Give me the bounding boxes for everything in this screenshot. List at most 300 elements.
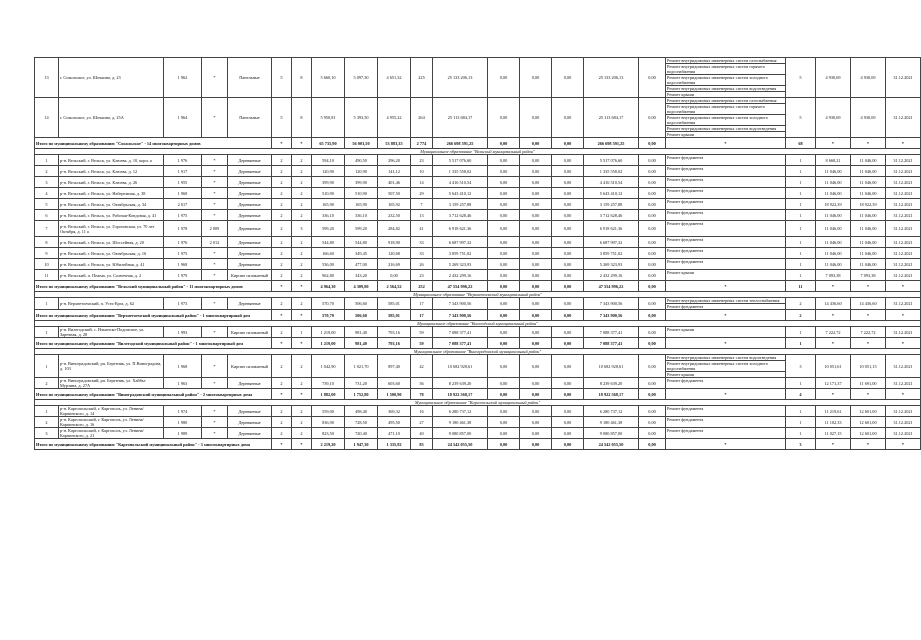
local-funds-cell: 0,00 xyxy=(552,199,584,210)
premises-area-cell: 490,50 xyxy=(345,155,378,166)
local-funds-cell: 0,00 xyxy=(552,98,584,138)
subtotal-work-cell: * xyxy=(666,439,786,450)
subtotal-v1-cell: * xyxy=(272,338,292,349)
subtotal-work-cell: * xyxy=(666,389,786,400)
municipality-heading: Муниципальное образование "Вельский муниципальный район" xyxy=(35,149,921,155)
repair-works-cell xyxy=(666,98,786,138)
total-cost-cell: 6 280 737,12 xyxy=(433,406,488,417)
regional-funds-cell: 0,00 xyxy=(520,237,552,248)
residential-area-cell: 141,12 xyxy=(378,166,411,177)
deadline-cell: 31.12.2021 xyxy=(886,378,921,389)
repair-works-cell xyxy=(666,58,786,98)
other-funds-cell: 0,00 xyxy=(639,155,666,166)
max-unit-cost-cell: 11 046,00 xyxy=(851,188,886,199)
total-area-cell: 510,90 xyxy=(312,188,345,199)
works-count-cell: 1 xyxy=(786,210,816,221)
premises-area-cell: 498,40 xyxy=(345,406,378,417)
reconstruction-year-cell: * xyxy=(202,417,228,428)
works-count-cell: 1 xyxy=(786,378,816,389)
reconstruction-year-cell: * xyxy=(202,259,228,270)
total-area-cell: 823,50 xyxy=(312,428,345,439)
total-area-cell: 1 219,00 xyxy=(312,327,345,338)
unit-cost-cell: 18 922,39 xyxy=(816,199,851,210)
premises-area-cell: 165,90 xyxy=(345,199,378,210)
other-funds-cell: 0,00 xyxy=(639,298,666,310)
wall-material-cell: Деревянные xyxy=(228,259,272,270)
owner-funds-cell: 5 517 076,60 xyxy=(584,155,639,166)
unit-cost-cell: 11 046,00 xyxy=(816,221,851,237)
subtotal-s2-cell: 1 752,80 xyxy=(345,389,378,400)
other-funds-cell: 0,00 xyxy=(639,221,666,237)
subtotal-s2-cell: 506,60 xyxy=(345,310,378,321)
floors-cell: 2 xyxy=(272,199,292,210)
repair-work-item: Ремонт фундамента xyxy=(667,155,704,160)
subtotal-c5-cell: 24 542 055,50 xyxy=(584,439,639,450)
subtotal-c4-cell: 0,00 xyxy=(552,138,584,149)
row-number: 2 xyxy=(35,417,59,428)
works-count-cell: 2 xyxy=(786,298,816,310)
deadline-cell: 31.12.2021 xyxy=(886,428,921,439)
subtotal-c2-cell: 0,00 xyxy=(488,439,520,450)
federal-funds-cell: 0,00 xyxy=(488,406,520,417)
residents-cell: 225 xyxy=(411,58,433,98)
residents-cell: 36 xyxy=(411,378,433,389)
federal-funds-cell: 0,00 xyxy=(488,417,520,428)
deadline-cell: 31.12.2021 xyxy=(886,210,921,221)
total-area-cell: 165,90 xyxy=(312,199,345,210)
row-number: 1 xyxy=(35,355,59,378)
total-area-cell: 336,10 xyxy=(312,210,345,221)
repair-works-cell xyxy=(666,199,786,210)
federal-funds-cell: 0,00 xyxy=(488,188,520,199)
table-row xyxy=(35,155,921,166)
floors-cell: 5 xyxy=(272,58,292,98)
federal-funds-cell: 0,00 xyxy=(488,221,520,237)
works-count-cell: 1 xyxy=(786,221,816,237)
table-body xyxy=(35,58,921,450)
wall-material-cell: Деревянные xyxy=(228,406,272,417)
year-built-cell: 1 978 xyxy=(164,221,202,237)
regional-funds-cell: 0,00 xyxy=(520,355,552,378)
other-funds-cell: 0,00 xyxy=(639,428,666,439)
regional-funds-cell: 0,00 xyxy=(520,428,552,439)
works-count-cell: 5 xyxy=(786,98,816,138)
subtotal-res-cell: 78 xyxy=(411,389,433,400)
federal-funds-cell: 0,00 xyxy=(488,210,520,221)
reconstruction-year-cell: 2 009 xyxy=(202,221,228,237)
subtotal-c5-cell: 47 554 996,22 xyxy=(584,281,639,292)
total-area-cell: 536,00 xyxy=(312,259,345,270)
other-funds-cell: 0,00 xyxy=(639,417,666,428)
total-cost-cell: 5 517 076,60 xyxy=(433,155,488,166)
floors-cell: 5 xyxy=(272,98,292,138)
floors-cell: 2 xyxy=(272,221,292,237)
wall-material-cell: Деревянные xyxy=(228,188,272,199)
total-area-cell: 5 660,10 xyxy=(312,58,345,98)
subtotal-label: Итого по муниципальному образованию "Верхнетоемский муниципальный район" - 1 многоквартирный дом xyxy=(35,310,272,321)
entrances-cell: 2 xyxy=(292,298,312,310)
federal-funds-cell: 0,00 xyxy=(488,378,520,389)
works-count-cell: 1 xyxy=(786,166,816,177)
repair-works-cell xyxy=(666,270,786,281)
row-number: 2 xyxy=(35,378,59,389)
floors-cell: 2 xyxy=(272,298,292,310)
wall-material-cell: Деревянные xyxy=(228,378,272,389)
subtotal-v1-cell: * xyxy=(272,439,292,450)
row-number: 13 xyxy=(35,58,59,98)
owner-funds-cell: 5 269 323,93 xyxy=(584,259,639,270)
works-count-cell: 3 xyxy=(786,355,816,378)
floors-cell: 2 xyxy=(272,378,292,389)
repair-work-item: Ремонт крыши xyxy=(667,132,695,137)
row-number: 1 xyxy=(35,406,59,417)
table-row xyxy=(35,270,921,281)
federal-funds-cell: 0,00 xyxy=(488,270,520,281)
repair-work-item: Ремонт фундамента xyxy=(667,428,704,433)
table-row xyxy=(35,327,921,338)
wall-material-cell: Деревянные xyxy=(228,298,272,310)
residential-area-cell: 296,20 xyxy=(378,155,411,166)
subtotal-s3-cell: 2 564,52 xyxy=(378,281,411,292)
deadline-cell: 31.12.2021 xyxy=(886,58,921,98)
subtotal-res-cell: 252 xyxy=(411,281,433,292)
row-number: 9 xyxy=(35,248,59,259)
residents-cell: 23 xyxy=(411,155,433,166)
owner-funds-cell: 25 113 684,17 xyxy=(584,98,639,138)
repair-work-item: Ремонт фундамента xyxy=(667,378,704,383)
owner-funds-cell: 9 080 857,00 xyxy=(584,428,639,439)
residential-area-cell: 120,68 xyxy=(378,248,411,259)
local-funds-cell: 0,00 xyxy=(552,327,584,338)
residents-cell: 26 xyxy=(411,259,433,270)
wall-material-cell: Деревянные xyxy=(228,417,272,428)
premises-area-cell: 720,40 xyxy=(345,428,378,439)
address-cell: р-н. Каргопольский, г. Каргополь, ул. Ленина/Карпинского, д. 21 xyxy=(59,428,164,439)
subtotal-c1-cell: 7 088 377,41 xyxy=(433,338,488,349)
subtotal-p2-cell: * xyxy=(851,338,886,349)
residential-area-cell: 401,46 xyxy=(378,177,411,188)
floors-cell: 2 xyxy=(272,327,292,338)
row-number: 1 xyxy=(35,155,59,166)
repair-work-item: Ремонт фундамента xyxy=(667,210,704,215)
owner-funds-cell: 5 643 410,12 xyxy=(584,188,639,199)
max-unit-cost-cell: 4 930,69 xyxy=(851,58,886,98)
owner-funds-cell: 2 432 299,16 xyxy=(584,270,639,281)
address-cell: р-н. Вилегодский, с. Ильинско-Подомское, ул. Заречная, д. 28 xyxy=(59,327,164,338)
regional-funds-cell: 0,00 xyxy=(520,259,552,270)
subtotal-c5-cell: 18 922 568,17 xyxy=(584,389,639,400)
other-funds-cell: 0,00 xyxy=(639,406,666,417)
federal-funds-cell: 0,00 xyxy=(488,199,520,210)
federal-funds-cell: 0,00 xyxy=(488,58,520,98)
owner-funds-cell: 3 712 628,46 xyxy=(584,210,639,221)
address-cell: р-н. Вельский, п. Пежма, ул. Солнечная, д. 2 xyxy=(59,270,164,281)
subtotal-p1-cell: * xyxy=(816,389,851,400)
unit-cost-cell: 11 046,00 xyxy=(816,210,851,221)
wall-material-cell: Кирпич силикатный xyxy=(228,327,272,338)
subtotal-c1-cell: 18 922 568,17 xyxy=(433,389,488,400)
subtotal-v2-cell: * xyxy=(292,281,312,292)
repair-work-item: Ремонт внутридомовых инженерных систем водоотведения xyxy=(666,126,785,132)
works-count-cell: 1 xyxy=(786,188,816,199)
local-funds-cell: 0,00 xyxy=(552,155,584,166)
subtotal-res-cell: 83 xyxy=(411,439,433,450)
year-built-cell: 1 975 xyxy=(164,248,202,259)
premises-area-cell: 599,20 xyxy=(345,221,378,237)
subtotal-label: Итого по муниципальному образованию "Вилегодский муниципальный район" - 1 многоквартирный дом xyxy=(35,338,272,349)
reconstruction-year-cell: * xyxy=(202,248,228,259)
total-cost-cell: 9 080 857,00 xyxy=(433,428,488,439)
address-cell: р-н. Вельский, г. Вельск, ул. Рабочая-Кондовая, д. 41 xyxy=(59,210,164,221)
other-funds-cell: 0,00 xyxy=(639,199,666,210)
subtotal-v1-cell: * xyxy=(272,389,292,400)
entrances-cell: 2 xyxy=(292,428,312,439)
reconstruction-year-cell: * xyxy=(202,406,228,417)
max-unit-cost-cell: 18 922,39 xyxy=(851,199,886,210)
local-funds-cell: 0,00 xyxy=(552,378,584,389)
year-built-cell: 1 964 xyxy=(164,98,202,138)
reconstruction-year-cell: 2 012 xyxy=(202,237,228,248)
repair-work-item: Ремонт фундамента xyxy=(667,304,704,309)
unit-cost-cell: 11 046,00 xyxy=(816,259,851,270)
residential-area-cell: 284,82 xyxy=(378,221,411,237)
subtotal-c6-cell: 0,00 xyxy=(639,439,666,450)
repair-work-item: Ремонт крыши xyxy=(667,92,695,97)
premises-area-cell: 120,90 xyxy=(345,166,378,177)
deadline-cell: 31.12.2021 xyxy=(886,270,921,281)
address-cell: г. Сокольское, ул. Шочкина, д. 25А xyxy=(59,98,164,138)
other-funds-cell: 0,00 xyxy=(639,166,666,177)
repair-works-cell xyxy=(666,417,786,428)
subtotal-c5-cell: 266 698 591,25 xyxy=(584,138,639,149)
residents-cell: 33 xyxy=(411,237,433,248)
address-cell: р-н. Вельский, г. Вельск, ул. Гороховская, ул. 70 лет Октября, д. 11 а xyxy=(59,221,164,237)
regional-funds-cell: 0,00 xyxy=(520,98,552,138)
repair-work-item: Ремонт фундамента xyxy=(667,221,704,226)
deadline-cell: 31.12.2021 xyxy=(886,155,921,166)
wall-material-cell: Деревянные xyxy=(228,177,272,188)
subtotal-v1-cell: * xyxy=(272,281,292,292)
entrances-cell: 1 xyxy=(292,327,312,338)
reconstruction-year-cell: * xyxy=(202,298,228,310)
table-row xyxy=(35,58,921,98)
deadline-cell: 31.12.2021 xyxy=(886,98,921,138)
reconstruction-year-cell: * xyxy=(202,98,228,138)
reconstruction-year-cell: * xyxy=(202,210,228,221)
subtotal-s1-cell: 2 219,20 xyxy=(312,439,345,450)
unit-cost-cell: 11 219,61 xyxy=(816,406,851,417)
subtotal-p1-cell: * xyxy=(816,439,851,450)
max-unit-cost-cell: 11 691,00 xyxy=(851,378,886,389)
premises-area-cell: 981,40 xyxy=(345,327,378,338)
residents-cell: 14 xyxy=(411,177,433,188)
residential-area-cell: 793,16 xyxy=(378,327,411,338)
regional-funds-cell: 0,00 xyxy=(520,417,552,428)
repair-work-item: Ремонт фундамента xyxy=(667,177,704,182)
subtotal-c6-cell: 0,00 xyxy=(639,281,666,292)
wall-material-cell: Деревянные xyxy=(228,248,272,259)
subtotal-row xyxy=(35,310,921,321)
row-number: 14 xyxy=(35,98,59,138)
reconstruction-year-cell: * xyxy=(202,58,228,98)
local-funds-cell: 0,00 xyxy=(552,355,584,378)
subtotal-date-cell: * xyxy=(886,310,921,321)
repair-work-item: Ремонт внутридомовых инженерных систем теплоснабжения xyxy=(666,298,785,304)
address-cell: р-н. Верхнетоемский, п. Усть-Ерга, д. 62 xyxy=(59,298,164,310)
regional-funds-cell: 0,00 xyxy=(520,58,552,98)
regional-funds-cell: 0,00 xyxy=(520,298,552,310)
deadline-cell: 31.12.2021 xyxy=(886,417,921,428)
subtotal-p2-cell: * xyxy=(851,138,886,149)
year-built-cell: 1 989 xyxy=(164,428,202,439)
subtotal-c6-cell: 0,00 xyxy=(639,310,666,321)
total-area-cell: 1 042,90 xyxy=(312,355,345,378)
works-count-cell: 1 xyxy=(786,270,816,281)
table-row xyxy=(35,221,921,237)
unit-cost-cell: 11 046,00 xyxy=(816,248,851,259)
subtotal-p2-cell: * xyxy=(851,389,886,400)
residential-area-cell: 603,60 xyxy=(378,378,411,389)
owner-funds-cell: 3 159 257,88 xyxy=(584,199,639,210)
wall-material-cell: Деревянные xyxy=(228,199,272,210)
year-built-cell: 1 968 xyxy=(164,188,202,199)
address-cell: р-н. Вельский, г. Вельск, ул. Юбилейная, д. 41 xyxy=(59,259,164,270)
total-cost-cell: 1 335 558,02 xyxy=(433,166,488,177)
reconstruction-year-cell: * xyxy=(202,378,228,389)
works-count-cell: 1 xyxy=(786,406,816,417)
reconstruction-year-cell: * xyxy=(202,188,228,199)
total-area-cell: 599,20 xyxy=(312,221,345,237)
floors-cell: 2 xyxy=(272,248,292,259)
unit-cost-cell: 11 046,00 xyxy=(816,177,851,188)
entrances-cell: 2 xyxy=(292,237,312,248)
wall-material-cell: Деревянные xyxy=(228,210,272,221)
owner-funds-cell: 1 335 558,02 xyxy=(584,166,639,177)
premises-area-cell: 510,90 xyxy=(345,188,378,199)
total-area-cell: 739,10 xyxy=(312,378,345,389)
premises-area-cell: 477,00 xyxy=(345,259,378,270)
repair-work-item: Ремонт внутридомовых инженерных систем водоотведения xyxy=(666,86,785,92)
subtotal-c1-cell: 7 343 900,56 xyxy=(433,310,488,321)
subtotal-date-cell: * xyxy=(886,389,921,400)
subtotal-v2-cell: * xyxy=(292,138,312,149)
subtotal-s3-cell: 1 335,92 xyxy=(378,439,411,450)
unit-cost-cell: 10 051,61 xyxy=(816,355,851,378)
entrances-cell: 2 xyxy=(292,155,312,166)
unit-cost-cell: 4 930,69 xyxy=(816,58,851,98)
address-cell: р-н. Вельский, г. Вельск, ул. Октябрьская, д. 34 xyxy=(59,199,164,210)
table-row xyxy=(35,417,921,428)
total-area-cell: 5 950,81 xyxy=(312,98,345,138)
subtotal-s1-cell: 570,70 xyxy=(312,310,345,321)
repair-work-item: Ремонт фундамента xyxy=(667,237,704,242)
deadline-cell: 31.12.2021 xyxy=(886,327,921,338)
regional-funds-cell: 0,00 xyxy=(520,155,552,166)
subtotal-c2-cell: 0,00 xyxy=(488,138,520,149)
housing-repair-table xyxy=(34,57,921,450)
reconstruction-year-cell: * xyxy=(202,327,228,338)
entrances-cell: 2 xyxy=(292,270,312,281)
subtotal-v1-cell: * xyxy=(272,138,292,149)
subtotal-c3-cell: 0,00 xyxy=(520,281,552,292)
local-funds-cell: 0,00 xyxy=(552,428,584,439)
unit-cost-cell: 11 102,33 xyxy=(816,417,851,428)
repair-work-item: Ремонт внутридомовых инженерных систем горячего водоснабжения xyxy=(666,104,785,115)
federal-funds-cell: 0,00 xyxy=(488,237,520,248)
deadline-cell: 31.12.2021 xyxy=(886,259,921,270)
local-funds-cell: 0,00 xyxy=(552,248,584,259)
municipality-heading: Муниципальное образование "Каргопольский муниципальный район" xyxy=(35,400,921,406)
total-cost-cell: 8 239 639,20 xyxy=(433,378,488,389)
year-built-cell: 1 975 xyxy=(164,210,202,221)
residential-area-cell: 495,50 xyxy=(378,417,411,428)
owner-funds-cell: 6 918 621,36 xyxy=(584,221,639,237)
unit-cost-cell: 4 930,69 xyxy=(816,98,851,138)
local-funds-cell: 0,00 xyxy=(552,298,584,310)
owner-funds-cell: 9 180 461,38 xyxy=(584,417,639,428)
local-funds-cell: 0,00 xyxy=(552,237,584,248)
deadline-cell: 31.12.2021 xyxy=(886,188,921,199)
subtotal-label: Итого по муниципальному образованию "Виноградовский муниципальный район" - 2 многоквартирных дома xyxy=(35,389,272,400)
reconstruction-year-cell: * xyxy=(202,155,228,166)
reconstruction-year-cell: * xyxy=(202,166,228,177)
owner-funds-cell: 7 088 377,41 xyxy=(584,327,639,338)
floors-cell: 2 xyxy=(272,270,292,281)
subtotal-v2-cell: * xyxy=(292,439,312,450)
entrances-cell: 2 xyxy=(292,248,312,259)
subtotal-c3-cell: 0,00 xyxy=(520,138,552,149)
subtotal-n-cell: 4 xyxy=(786,389,816,400)
unit-cost-cell: 11 027,15 xyxy=(816,428,851,439)
premises-area-cell: 5 097,30 xyxy=(345,58,378,98)
federal-funds-cell: 0,00 xyxy=(488,428,520,439)
repair-works-cell xyxy=(666,166,786,177)
total-cost-cell: 7 088 377,41 xyxy=(433,327,488,338)
premises-area-cell: 728,50 xyxy=(345,417,378,428)
repair-work-item: Ремонт внутридомовых инженерных систем холодного водоснабжения xyxy=(666,361,785,372)
total-cost-cell: 25 113 684,17 xyxy=(433,98,488,138)
wall-material-cell: Деревянные xyxy=(228,221,272,237)
subtotal-row xyxy=(35,439,921,450)
year-built-cell: 1 917 xyxy=(164,166,202,177)
works-count-cell: 1 xyxy=(786,248,816,259)
subtotal-c6-cell: 0,00 xyxy=(639,338,666,349)
subtotal-c3-cell: 0,00 xyxy=(520,338,552,349)
repair-works-cell xyxy=(666,327,786,338)
max-unit-cost-cell: 7 093,38 xyxy=(851,270,886,281)
address-cell: р-н. Вельский, г. Вельск, ул. Набережная, д. 38 xyxy=(59,188,164,199)
floors-cell: 2 xyxy=(272,406,292,417)
row-number: 3 xyxy=(35,177,59,188)
regional-funds-cell: 0,00 xyxy=(520,327,552,338)
total-area-cell: 399,90 xyxy=(312,177,345,188)
subtotal-c6-cell: 0,00 xyxy=(639,138,666,149)
subtotal-date-cell: * xyxy=(886,138,921,149)
subtotal-p1-cell: * xyxy=(816,310,851,321)
repair-work-item: Ремонт внутридомовых инженерных систем холодного водоснабжения xyxy=(666,115,785,126)
subtotal-label: Итого по муниципальному образованию "Сокольское" - 14 многоквартирных домов xyxy=(35,138,272,149)
federal-funds-cell: 0,00 xyxy=(488,177,520,188)
max-unit-cost-cell: 14 436,60 xyxy=(851,298,886,310)
federal-funds-cell: 0,00 xyxy=(488,248,520,259)
table-row xyxy=(35,378,921,389)
subtotal-p2-cell: * xyxy=(851,439,886,450)
floors-cell: 2 xyxy=(272,417,292,428)
subtotal-c2-cell: 0,00 xyxy=(488,389,520,400)
subtotal-s1-cell: 1 882,00 xyxy=(312,389,345,400)
row-number: 8 xyxy=(35,237,59,248)
subtotal-c3-cell: 0,00 xyxy=(520,389,552,400)
